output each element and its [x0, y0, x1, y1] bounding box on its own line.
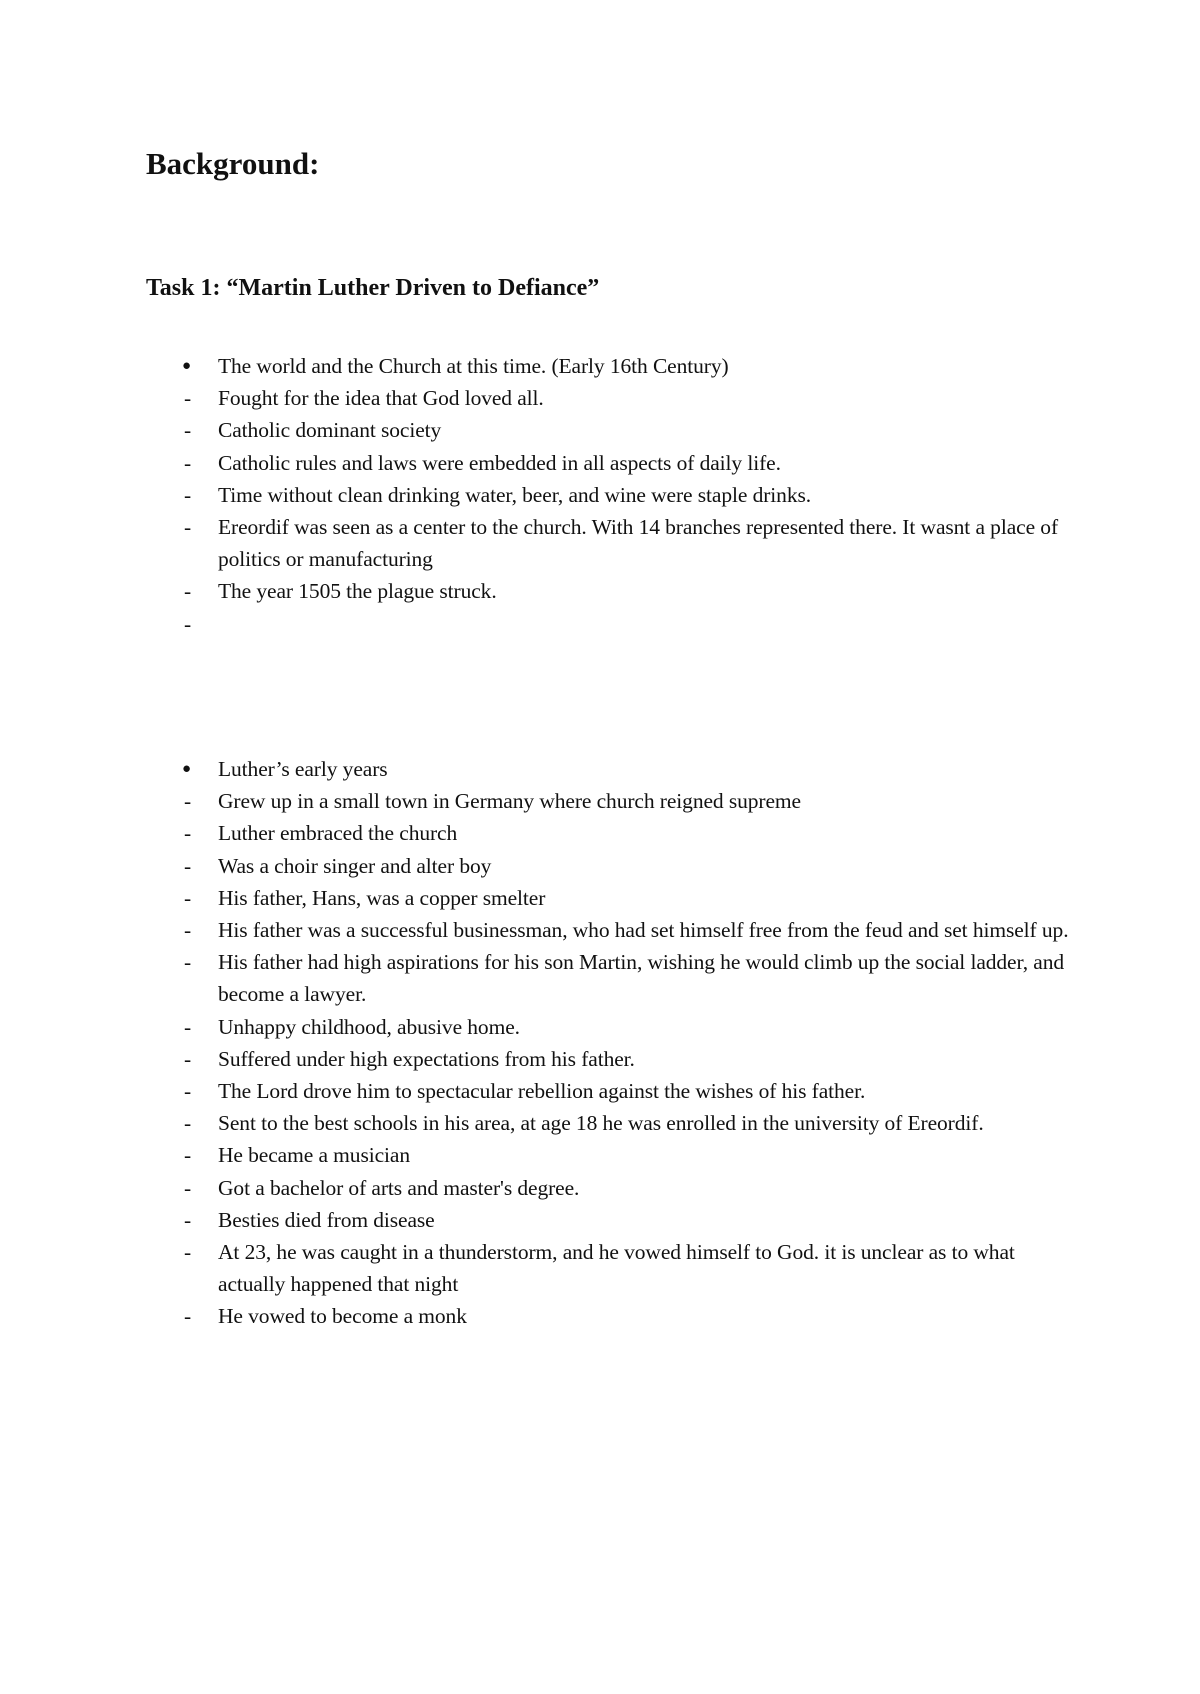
list-item-text: Luther embraced the church	[218, 821, 458, 846]
list-item-text: Besties died from disease	[218, 1207, 435, 1232]
list-item-text: He vowed to become a monk	[218, 1304, 467, 1329]
dash-marker: -	[184, 482, 192, 507]
dash-marker: -	[184, 950, 192, 975]
dash-marker: -	[184, 450, 192, 475]
list-item-text: His father had high aspirations for his son Martin, wishing he would climb up the social ladder, and become a lawyer.	[218, 950, 1064, 1007]
list-item-text: The year 1505 the plague struck.	[218, 579, 497, 604]
list-item-text: His father, Hans, was a copper smelter	[218, 885, 546, 910]
list-item	[176, 785, 1076, 817]
list-item	[176, 575, 1076, 607]
list-item	[176, 1172, 1076, 1204]
list-item	[176, 382, 1076, 414]
dash-marker: -	[184, 515, 192, 540]
list-item	[176, 511, 1076, 575]
list-item-text: Sent to the best schools in his area, at age 18 he was enrolled in the university of Ereordif.	[218, 1111, 984, 1136]
list-item	[176, 1011, 1076, 1043]
list-item-text: Luther’s early years	[218, 757, 388, 781]
document-heading: Background:	[146, 146, 320, 181]
list-item	[176, 1236, 1076, 1300]
dash-marker: -	[184, 853, 192, 878]
dash-marker: -	[184, 789, 192, 814]
list-item	[176, 447, 1076, 479]
dash-marker: -	[184, 1079, 192, 1104]
list-item-text: Was a choir singer and alter boy	[218, 853, 492, 878]
bullet-icon: ●	[182, 358, 191, 374]
list-item-text: Suffered under high expectations from his father.	[218, 1046, 635, 1071]
dash-marker: -	[184, 1111, 192, 1136]
list-item	[176, 753, 1076, 785]
task-title: Task 1: “Martin Luther Driven to Defiance”	[146, 275, 600, 301]
dash-marker: -	[184, 1175, 192, 1200]
dash-marker: -	[184, 1014, 192, 1039]
list-item-text: Unhappy childhood, abusive home.	[218, 1014, 520, 1039]
dash-marker: -	[184, 1207, 192, 1232]
list-item-text: Time without clean drinking water, beer, and wine were staple drinks.	[218, 482, 812, 507]
list-item	[176, 882, 1076, 914]
dash-marker: -	[184, 1143, 192, 1168]
list-item	[176, 850, 1076, 882]
list-item	[176, 350, 1076, 382]
dash-marker: -	[184, 918, 192, 943]
list-item-text: Fought for the idea that God loved all.	[218, 386, 544, 411]
dash-marker: -	[184, 821, 192, 846]
list-item	[176, 479, 1076, 511]
list-item	[176, 1043, 1076, 1075]
list-item-text: At 23, he was caught in a thunderstorm, and he vowed himself to God. it is unclear as to what actually happened that night	[218, 1240, 1015, 1297]
list-item-text: His father was a successful businessman, who had set himself free from the feud and set himself up.	[218, 918, 1069, 943]
bullet-icon: ●	[182, 761, 191, 777]
list-item	[176, 1204, 1076, 1236]
list-item-text: Ereordif was seen as a center to the church. With 14 branches represented there. It wasnt a place of politics or manufacturing	[218, 515, 1059, 572]
notes-section-early-years	[176, 753, 1076, 1333]
notes-section-church-world	[176, 350, 1076, 640]
list-item-text: The world and the Church at this time. (Early 16th Century)	[218, 354, 729, 378]
list-item	[176, 1139, 1076, 1171]
list-item	[176, 1107, 1076, 1139]
dash-marker: -	[184, 611, 192, 636]
list-item	[176, 1300, 1076, 1332]
dash-marker: -	[184, 885, 192, 910]
dash-marker: -	[184, 418, 192, 443]
list-item	[176, 946, 1076, 1010]
dash-marker: -	[184, 386, 192, 411]
list-item-text: Grew up in a small town in Germany where church reigned supreme	[218, 789, 801, 814]
list-item	[176, 817, 1076, 849]
dash-marker: -	[184, 1046, 192, 1071]
dash-marker: -	[184, 1240, 192, 1265]
list-item-text: Got a bachelor of arts and master's degree.	[218, 1175, 580, 1200]
list-item	[176, 608, 1076, 640]
dash-marker: -	[184, 579, 192, 604]
list-item-text: The Lord drove him to spectacular rebellion against the wishes of his father.	[218, 1079, 866, 1104]
list-item	[176, 1075, 1076, 1107]
list-item	[176, 914, 1076, 946]
list-item-text: Catholic rules and laws were embedded in all aspects of daily life.	[218, 450, 781, 475]
dash-marker: -	[184, 1304, 192, 1329]
list-item-text: He became a musician	[218, 1143, 411, 1168]
list-item-text: Catholic dominant society	[218, 418, 442, 443]
list-item	[176, 414, 1076, 446]
